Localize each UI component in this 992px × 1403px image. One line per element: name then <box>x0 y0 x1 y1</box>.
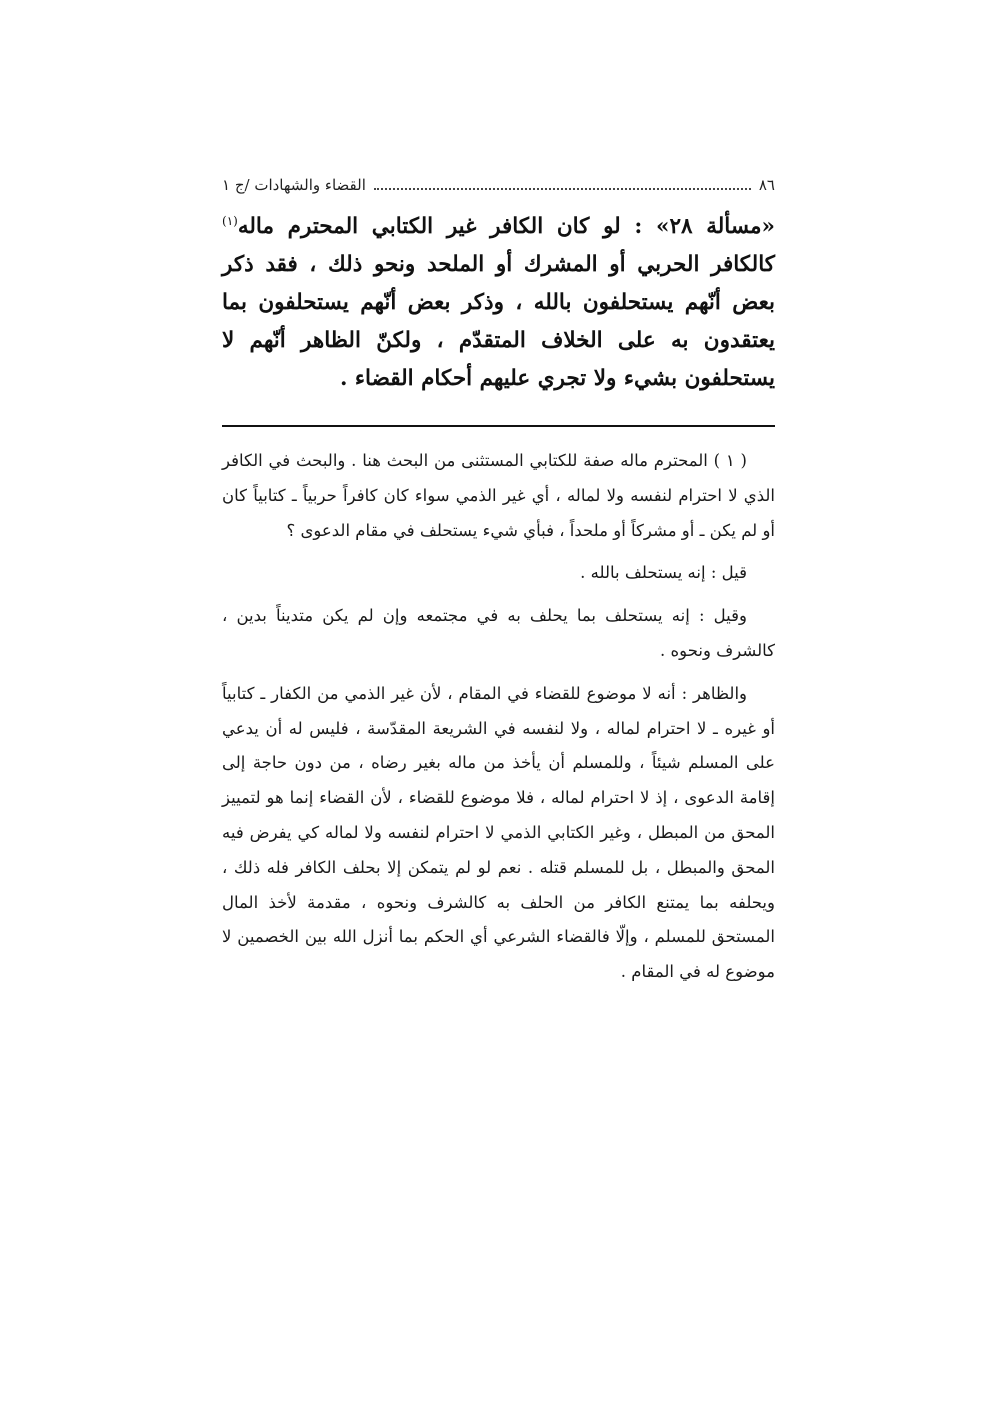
footnote-paragraph: ( ١ ) المحترم ماله صفة للكتابي المستثنى من البحث هنا . والبحث في الكافر الذي لا احترام لنفسه ولا لماله ، أي غير الذمي سواء كان كافراً حربياً ـ كتابياً كان أو لم يكن ـ أو مشركاً أو ملحداً ، فبأي شيء يستحلف في مقام الدعوى ؟ <box>222 451 775 540</box>
footnote-paragraph: قيل : إنه يستحلف بالله . <box>580 563 747 583</box>
main-text <box>222 208 775 398</box>
issue-heading: : لو كان الكافر غير الكتابي المحترم ماله <box>237 214 657 239</box>
main-paragraph: كالكافر الحربي أو المشرك أو الملحد ونحو ذلك ، فقد ذكر بعض أنّهم يستحلفون بالله ، وذكر بعض أنّهم يستحلفون بما يعتقدون به على الخلاف المتقدّم ، ولكنّ الظاهر أنّهم لا يستحلفون بشيء ولا تجري عليهم أحكام القضاء . <box>222 252 775 391</box>
footnote-paragraph: والظاهر : أنه لا موضوع للقضاء في المقام ، لأن غير الذمي من الكفار ـ كتابياً أو غيره ـ لا احترام لماله ، ولا لنفسه في الشريعة المقدّسة ، فليس له أن يدعي على المسلم شيئاً ، وللمسلم أن يأخذ من ماله بغير رضاه ، من دون حاجة إلى إقامة الدعوى ، إذ لا احترام لماله ، فلا موضوع للقضاء ، لأن القضاء إنما هو لتمييز المحق من المبطل ، وغير الكتابي الذمي لا احترام لنفسه ولا لماله كي يفرض فيه المحق والمبطل ، بل للمسلم قتله . نعم لو لم يتمكن إلا بحلف الكافر فله ذلك ، ويحلفه بما يمتنع الكافر من الحلف به كالشرف ونحوه ، مقدمة لأخذ المال المستحق للمسلم ، وإلّا فالقضاء الشرعي أي الحكم بما أنزل الله بين الخصمين لا موضوع له في المقام . <box>222 683 775 982</box>
footnotes <box>222 444 775 990</box>
footnote-divider <box>222 425 775 427</box>
book-title: القضاء والشهادات /ج ١ <box>222 176 366 194</box>
dot-leader <box>374 178 751 190</box>
page-number: ٨٦ <box>758 176 775 194</box>
issue-label: «مسألة ٢٨» <box>656 214 775 239</box>
footnote-reference[interactable]: (١) <box>222 213 238 228</box>
running-header <box>222 176 775 200</box>
footnote-paragraph: وقيل : إنه يستحلف بما يحلف به في مجتمعه وإن لم يكن متديناً بدين ، كالشرف ونحوه . <box>222 606 775 660</box>
